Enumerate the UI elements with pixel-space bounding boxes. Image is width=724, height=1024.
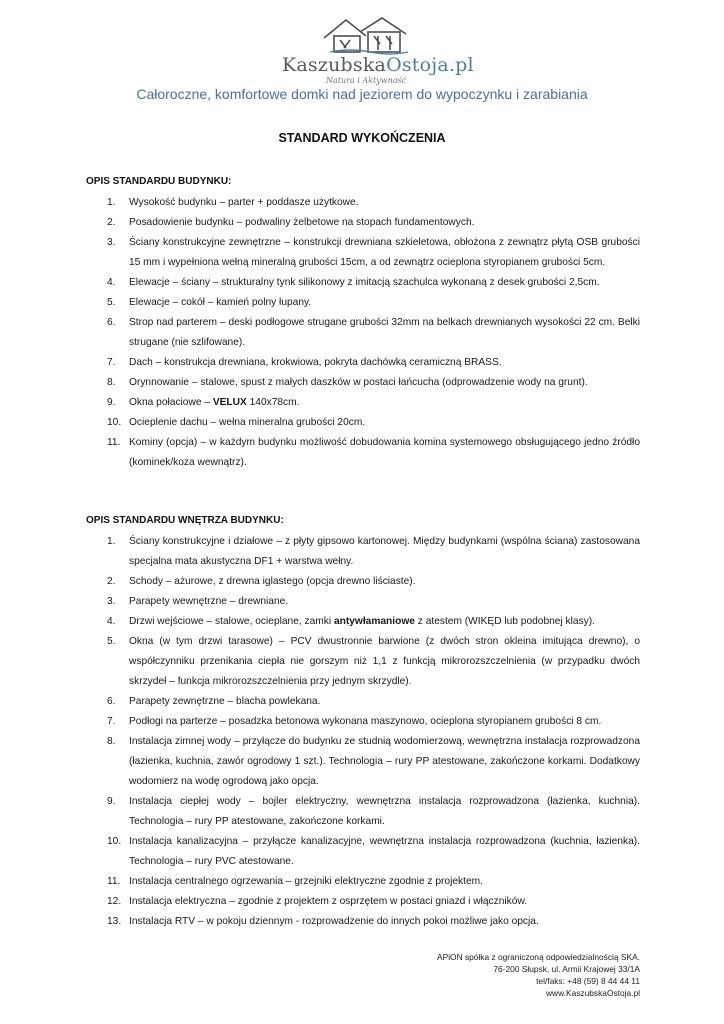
list-item xyxy=(86,213,640,233)
item-text: Okna (w tym drzwi tarasowe) – PCV dwustronnie barwione (z dwóch stron okleina imitująca drewno), o współczynniku przenikania ciepła nie gorszym niż 1,1 z funkcją mikrorozszczelnienia (w przypadku dwóch skrzydeł – funkcja mikrorozszczelnienia przy jednym skrzydle). xyxy=(129,636,640,687)
item-number: 11. xyxy=(107,876,121,887)
item-text: Wysokość budynku – parter + poddasze użytkowe. xyxy=(129,197,359,208)
item-number: 8. xyxy=(107,377,116,388)
list-item xyxy=(86,572,640,592)
item-number: 6. xyxy=(107,317,116,328)
list-item xyxy=(86,233,640,273)
item-number: 5. xyxy=(107,636,116,647)
tagline: Całoroczne, komfortowe domki nad jeziorem do wypoczynku i zarabiania xyxy=(136,86,588,102)
item-number: 1. xyxy=(107,536,116,547)
item-text: Podłogi na parterze – posadzka betonowa wykonana maszynowo, ocieplona styropianem grubości 8 cm. xyxy=(129,716,602,727)
list-item xyxy=(86,872,640,892)
item-number: 4. xyxy=(107,616,116,627)
item-text: Ściany konstrukcyjne i działowe – z płyty gipsowo kartonowej. Między budynkami (wspólna ściana) zastosowana specjalna mata akustyczna DF1 + warstwa wełny. xyxy=(129,536,640,567)
item-text: Instalacja ciepłej wody – bojler elektryczny, wewnętrzna instalacja rozprowadzona (łazienka, kuchnia). Technologia – rury PP atestowane, zakończone korkami. xyxy=(129,796,640,827)
list-item xyxy=(86,413,640,433)
list-item xyxy=(86,293,640,313)
item-text: Orynnowanie – stalowe, spust z małych daszków w postaci łańcucha (odprowadzenie wody na grunt). xyxy=(129,377,588,388)
item-number: 2. xyxy=(107,576,116,587)
list-item xyxy=(86,433,640,473)
item-text: Strop nad parterem – deski podłogowe strugane grubości 32mm na belkach drewnianych wysokości 22 cm. Belki strugane (nie szlifowane). xyxy=(129,317,640,348)
item-text: Dach – konstrukcja drewniana, krokwiowa, pokryta dachówką ceramiczną BRASS. xyxy=(129,357,502,368)
list-item xyxy=(86,273,640,293)
item-text: Instalacja RTV – w pokoju dziennym - rozprowadzenie do innych pokoi możliwe jako opcja. xyxy=(129,916,539,927)
item-number: 7. xyxy=(107,716,116,727)
item-text: Elewacje – cokół – kamień polny łupany. xyxy=(129,297,312,308)
item-number: 9. xyxy=(107,397,116,408)
footer xyxy=(437,951,640,999)
footer-website[interactable]: www.KaszubskaOstoja.pl xyxy=(545,988,640,998)
brand-part1: Kaszubska xyxy=(282,54,387,76)
list-item xyxy=(86,912,640,932)
item-text: Ocieplenie dachu – wełna mineralna grubości 20cm. xyxy=(129,417,366,428)
footer-address: 76-200 Słupsk, ul. Armii Krajowej 33/1A xyxy=(493,964,640,974)
document-title: STANDARD WYKOŃCZENIA xyxy=(278,131,446,145)
item-number: 10. xyxy=(107,417,122,428)
item-text: Instalacja zimnej wody – przyłącze do budynku ze studnią wodomierzową, wewnętrzna instalacja rozprowadzona (łazienka, kuchnia, zawór ogrodowy 1 szt.). Technologia – rury PP atestowane, zakończone korkami. Dodatkowy wodomierz na wodę ogrodową jako opcja. xyxy=(129,736,640,787)
list-item xyxy=(86,792,640,832)
item-text: Schody – ażurowe, z drewna iglastego (opcja drewno liściaste). xyxy=(129,576,416,587)
list-item xyxy=(86,313,640,353)
interior-standard-section xyxy=(86,515,640,932)
building-list xyxy=(86,193,640,473)
item-number: 9. xyxy=(107,796,116,807)
item-text-bold: antywłamaniowe xyxy=(333,616,415,627)
item-text: Instalacja centralnego ogrzewania – grzejniki elektryczne zgodnie z projektem. xyxy=(129,876,483,887)
item-number: 1. xyxy=(107,197,116,208)
list-item xyxy=(86,632,640,692)
footer-phone: tel/faks: +48 (59) 8 44 44 11 xyxy=(536,976,640,986)
list-item xyxy=(86,532,640,572)
item-number: 7. xyxy=(107,357,116,368)
list-item xyxy=(86,712,640,732)
item-number: 10. xyxy=(107,836,122,847)
item-number: 4. xyxy=(107,277,116,288)
company-logo xyxy=(270,14,474,86)
item-number: 13. xyxy=(107,916,122,927)
footer-company: APiON spółka z ograniczoną odpowiedzialnością SKA. xyxy=(437,952,640,962)
item-number: 3. xyxy=(107,237,116,248)
item-text: Kominy (opcja) – w każdym budynku możliwość dobudowania komina systemowego obsługującego jedno źródło (kominek/koza wewnątrz). xyxy=(129,437,640,468)
item-number: 3. xyxy=(107,596,116,607)
list-item xyxy=(86,732,640,792)
item-text-post: 140x78cm. xyxy=(246,397,300,408)
item-number: 8. xyxy=(107,736,116,747)
item-text: Posadowienie budynku – podwaliny żelbetowe na stopach fundamentowych. xyxy=(129,217,475,228)
list-item xyxy=(86,373,640,393)
item-text-pre: Okna połaciowe – xyxy=(129,397,213,408)
item-text: Instalacja kanalizacyjna – przyłącze kanalizacyjne, wewnętrzna instalacja rozprowadzona (kuchnia, łazienka). Technologia – rury PVC atestowane. xyxy=(129,836,640,867)
section-heading: OPIS STANDARDU BUDYNKU: xyxy=(86,176,232,187)
list-item xyxy=(86,393,640,413)
list-item xyxy=(86,193,640,213)
list-item xyxy=(86,692,640,712)
item-text: Parapety wewnętrzne – drewniane. xyxy=(129,596,289,607)
brand-name xyxy=(282,54,474,76)
item-number: 12. xyxy=(107,896,122,907)
house-logo-icon xyxy=(320,14,410,56)
item-number: 11. xyxy=(107,437,121,448)
item-text-bold: VELUX xyxy=(212,397,247,408)
item-text: Instalacja elektryczna – zgodnie z projektem z osprzętem w postaci gniazd i włączników. xyxy=(129,896,528,907)
item-text-pre: Drzwi wejściowe – stalowe, ocieplane, zamki xyxy=(129,616,334,627)
list-item xyxy=(86,892,640,912)
list-item xyxy=(86,832,640,872)
item-text: Parapety zewnętrzne – blacha powlekana. xyxy=(129,696,321,707)
list-item xyxy=(86,353,640,373)
item-number: 6. xyxy=(107,696,116,707)
item-text: Ściany konstrukcyjne zewnętrzne – konstrukcji drewniana szkieletowa, obłożona z zewnątrz płytą OSB grubości 15 mm i wypełniona wełną mineralną grubości 15cm, a od zewnątrz ocieplona styropianem grubości 5cm. xyxy=(129,237,640,268)
interior-list xyxy=(86,532,640,932)
brand-part2: Ostoja.pl xyxy=(386,54,474,76)
item-number: 5. xyxy=(107,297,116,308)
list-item xyxy=(86,612,640,632)
list-item xyxy=(86,592,640,612)
building-standard-section xyxy=(86,176,640,473)
section-heading: OPIS STANDARDU WNĘTRZA BUDYNKU: xyxy=(86,515,284,526)
item-number: 2. xyxy=(107,217,116,228)
item-text-post: z atestem (WIKĘD lub podobnej klasy). xyxy=(414,616,595,627)
brand-motto: Natura i Aktywność xyxy=(326,76,407,85)
item-text: Elewacje – ściany – strukturalny tynk silikonowy z imitacją szachulca wykonaną z desek grubości 2,5cm. xyxy=(129,277,600,288)
